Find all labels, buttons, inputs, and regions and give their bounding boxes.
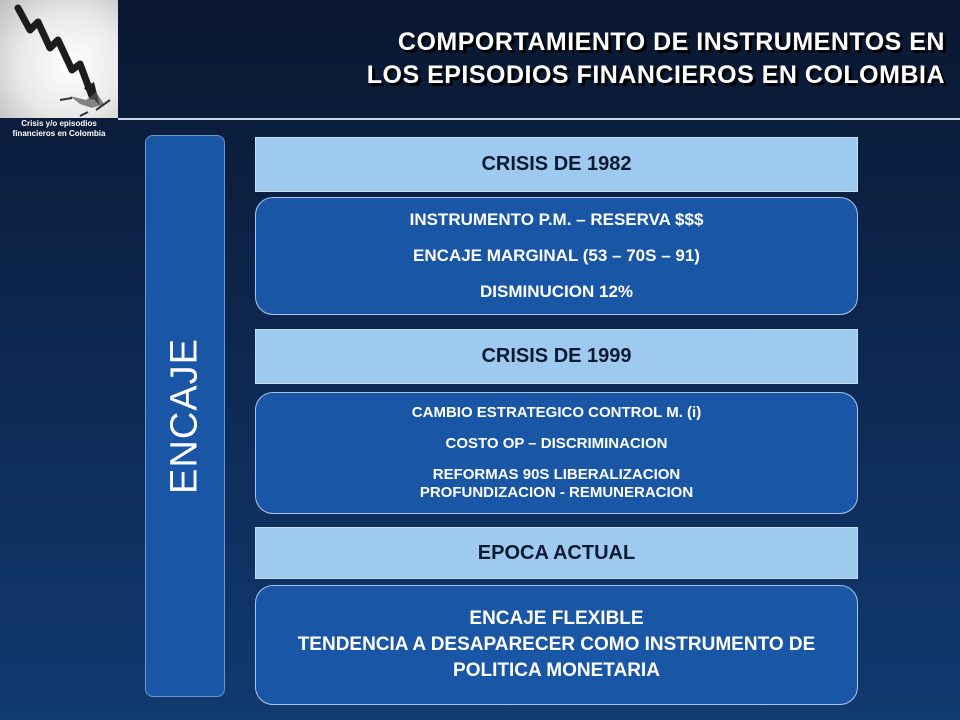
page-title-line2: LOS EPISODIOS FINANCIEROS EN COLOMBIA [366,61,945,89]
falling-graph-icon [0,0,118,118]
side-bar-label: ENCAJE [163,338,206,494]
content-line: DISMINUCION 12% [479,282,634,301]
section-content-actual [255,585,858,705]
encaje-side-bar [145,135,225,697]
content-line: TENDENCIA A DESAPARECER COMO INSTRUMENTO DE POLITICA MONETARIA [297,634,816,681]
section-heading-1982: CRISIS DE 1982 [255,137,858,192]
content-line: COSTO OP – DISCRIMINACION [445,434,668,452]
content-line: ENCAJE FLEXIBLE [469,608,644,629]
content-line: ENCAJE MARGINAL (53 – 70S – 91) [413,246,700,265]
logo-caption-line1: Crisis y/o episodios [21,119,97,128]
content-line: CAMBIO ESTRATEGICO CONTROL M. (i) [411,403,702,421]
title-divider [118,118,960,120]
logo-caption [0,119,118,139]
content-line: REFORMAS 90S LIBERALIZACION PROFUNDIZACION - REMUNERACION [419,466,694,502]
section-heading-1999: CRISIS DE 1999 [255,329,858,384]
section-heading-actual: EPOCA ACTUAL [255,527,858,579]
section-content-1982 [255,197,858,315]
logo-image [0,0,118,118]
logo-caption-line2: financieros en Colombia [12,129,106,138]
page-title-line1: COMPORTAMIENTO DE INSTRUMENTOS EN [397,28,945,56]
section-content-1999 [255,392,858,514]
page-title [140,26,945,92]
content-line: INSTRUMENTO P.M. – RESERVA $$$ [409,210,704,229]
